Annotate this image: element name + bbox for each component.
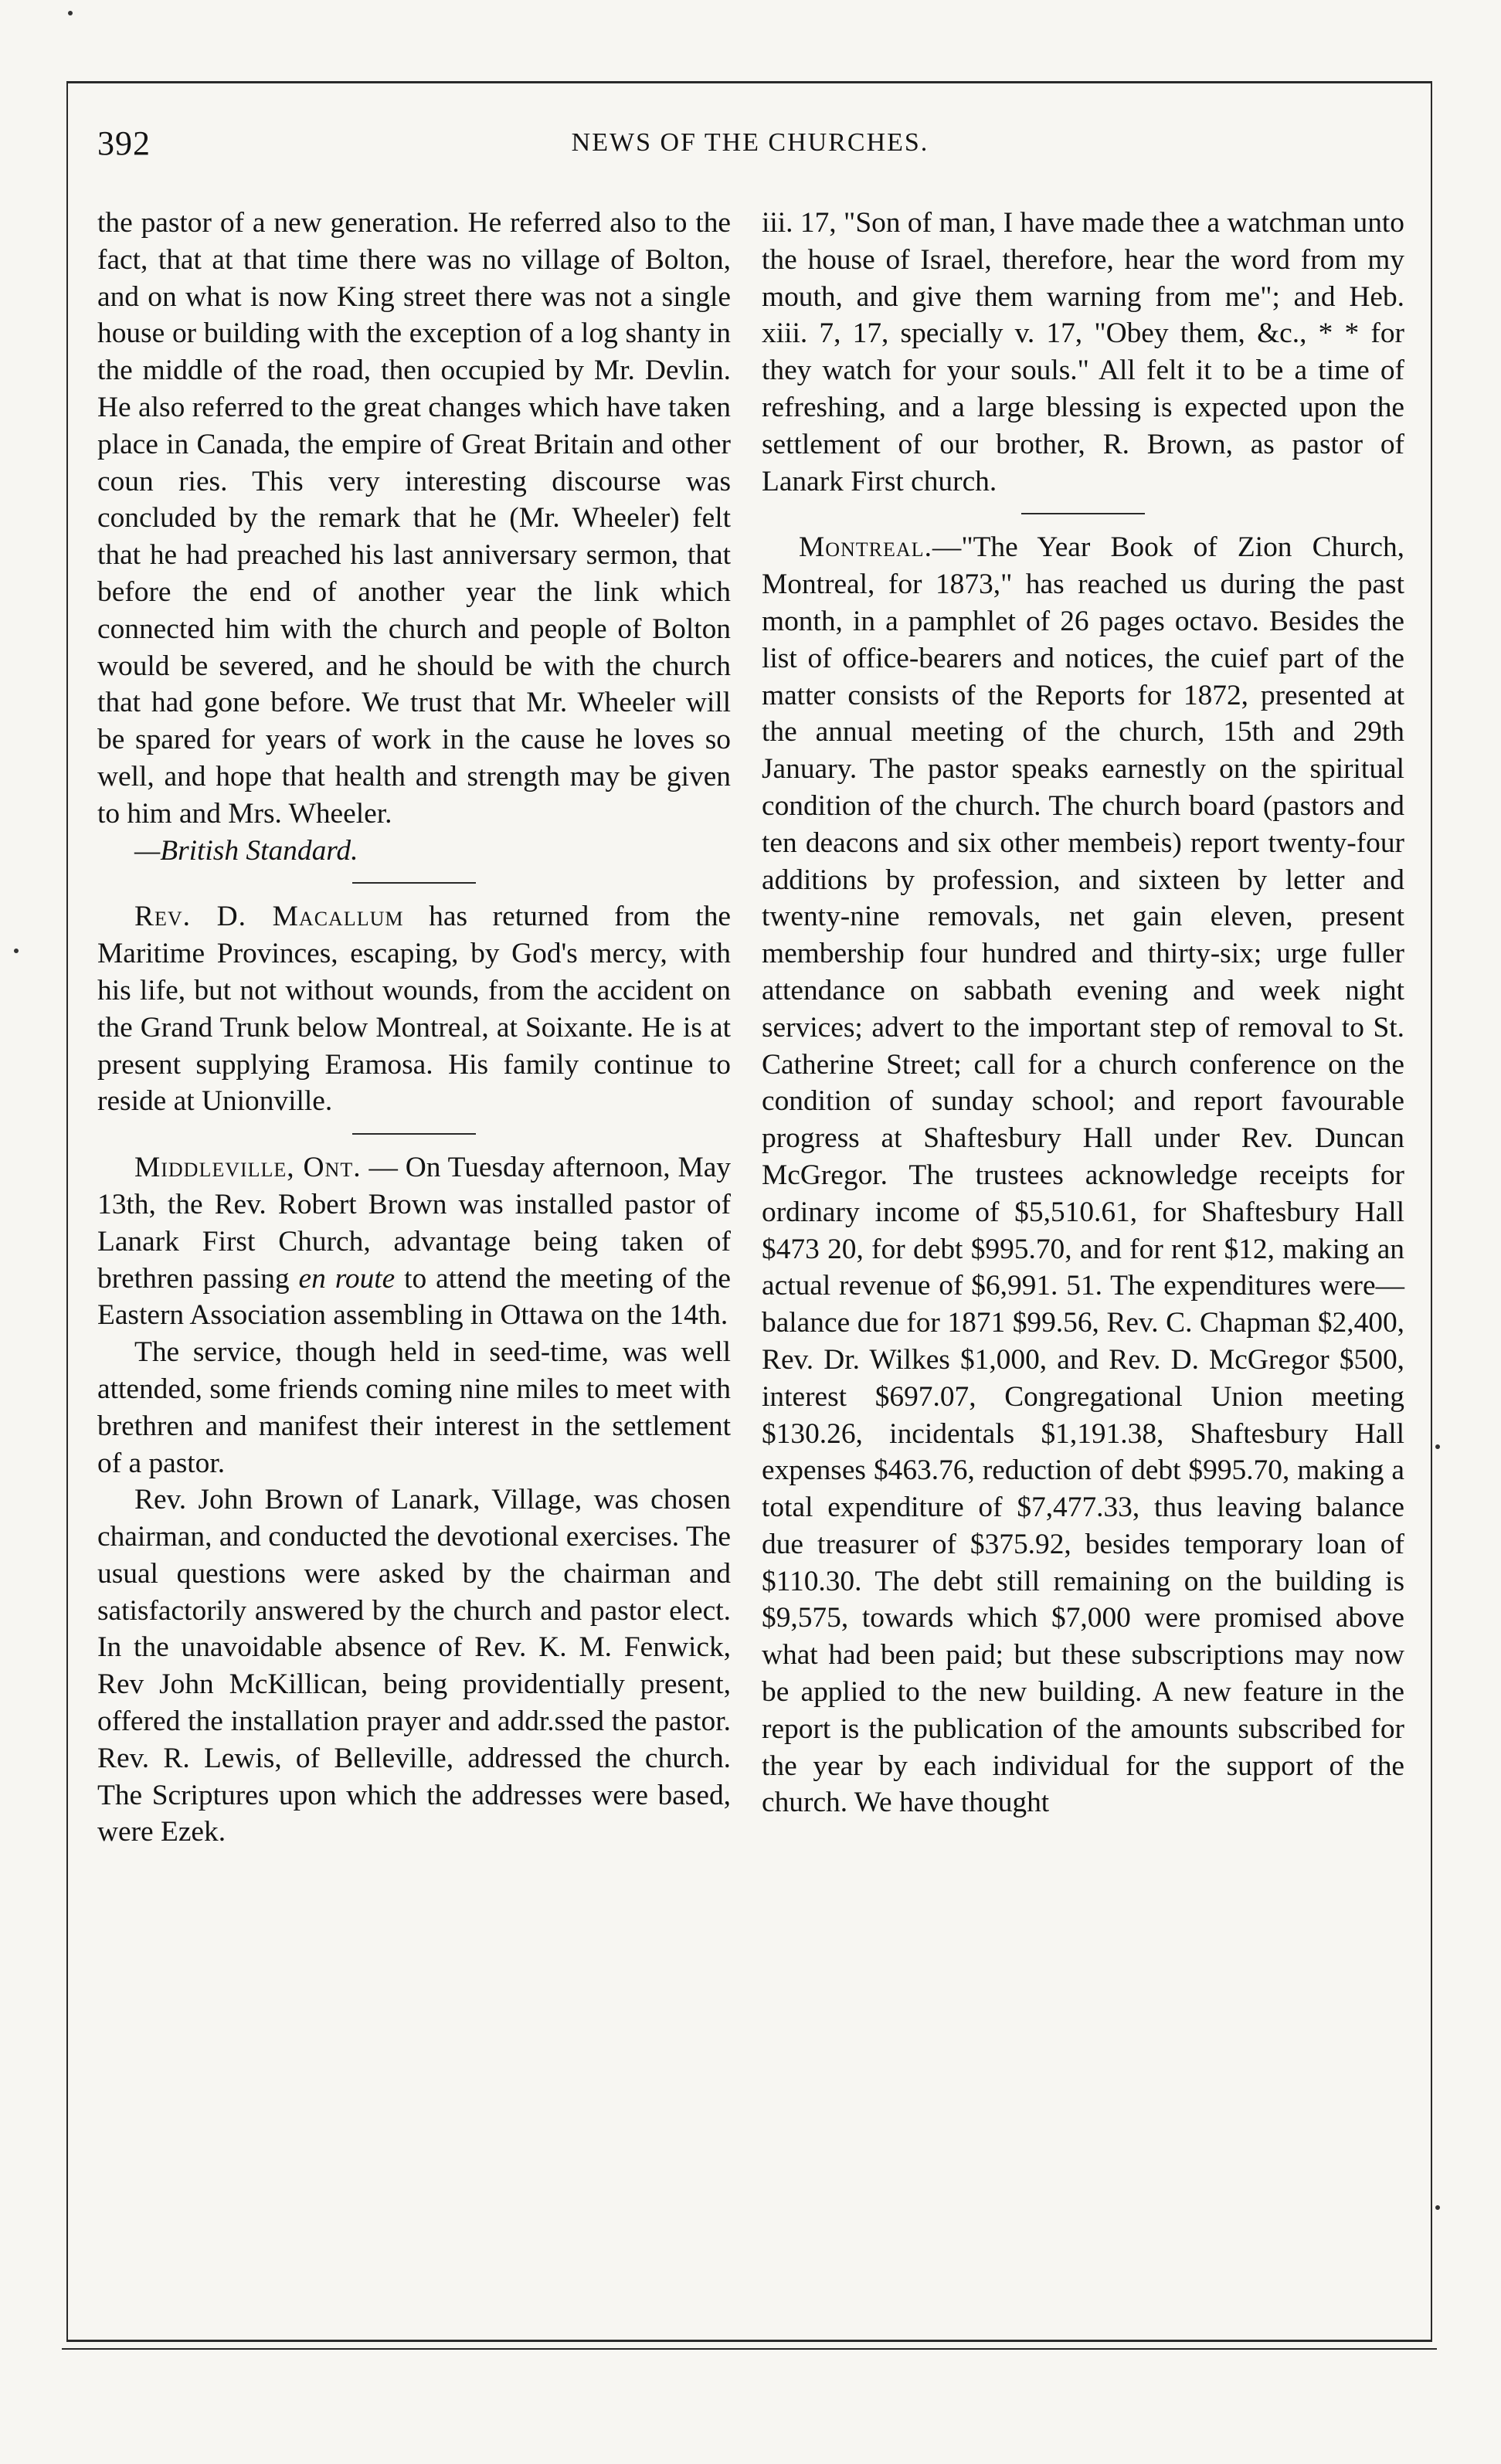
article-continuation bbox=[97, 205, 731, 869]
bottom-rule bbox=[62, 2348, 1437, 2350]
section-divider bbox=[1021, 513, 1145, 514]
paragraph-text: the pastor of a new generation. He referred also to the fact, that at that time there was no village of Bolton, and on what is now King street there was not a single house or building with the exception of a log shanty in the middle of the road, then occupied by Mr. Devlin. He also referred to the great changes which have taken place in Canada, the empire of Great Britain and other coun ries. This very interesting discourse was concluded by the remark that he (Mr. Wheeler) felt that he had preached his last anniversary sermon, that before the end of another year the link which connected him with the church and people of Bolton would be severed, and he should be with the church that had gone before. We trust that Mr. Wheeler will be spared for years of work in the cause he loves so well, and hope that health and strength may be given to him and Mrs. Wheeler. bbox=[97, 207, 731, 830]
paragraph: iii. 17, "Son of man, I have made thee a watchman unto the house of Israel, therefore, hear the word from my mouth, and give them warning from me"; and Heb. xiii. 7, 17, specially v. 17, "Obey them, &c., * * for they watch for your souls." All felt it to be a time of refreshing, and a large blessing is expected upon the settlement of our brother, R. Brown, as pastor of Lanark First church. bbox=[762, 207, 1404, 497]
news-item-montreal bbox=[762, 529, 1404, 1821]
source-attribution: —British Standard. bbox=[134, 834, 358, 867]
italic-phrase: en route bbox=[298, 1262, 396, 1295]
item-lead: Montreal. bbox=[799, 531, 932, 564]
paragraph-text: —"The Year Book of Zion Church, Montreal, for 1873," has reached us during the past month, in a pamphlet of 26 pages octavo. Besides the list of office-bearers and notices, the cuief part of the matter consists of the Reports for 1872, presented at the annual meeting of the church, 15th and 29th January. The pastor speaks earnestly on the spiritual condition of the church. The church board (pastors and ten deacons and six other membeis) report twenty-four additions by profession, and sixteen by letter and twenty-nine removals, net gain eleven, present membership four hundred and thirty-six; urge fuller attendance on sabbath evening and week night services; advert to the important step of removal to St. Catherine Street; call for a church conference on the condition of sunday school; and report favourable progress at Shaftesbury Hall under Rev. Duncan McGregor. The trustees acknowledge receipts for ordinary income of $5,510.61, for Shaftesbury Hall $473 20, for debt $995.70, and for rent $12, making an actual revenue of $6,991. 51. The expenditures were—balance due for 1871 $99.56, Rev. C. Chapman $2,400, Rev. Dr. Wilkes $1,000, and Rev. D. McGregor $500, interest $697.07, Congregational Union meeting $130.26, incidentals $1,191.38, Shaftesbury Hall expenses $463.76, reduction of debt $995.70, making a total expenditure of $7,477.33, thus leaving balance due treasurer of $375.92, besides temporary loan of $110.30. The debt still remaining on the building is $9,575, towards which $7,000 were promised above what had been paid; but these subscriptions may now be applied to the new building. A new feature in the report is the publication of the amounts subscribed for the year by each individual for the support of the church. We have thought bbox=[762, 531, 1404, 1819]
paragraph-text: to attend the meeting of the Eastern Association assembling in Ottawa on the 14th. bbox=[97, 1262, 732, 1332]
margin-speck bbox=[1435, 1444, 1440, 1449]
margin-speck bbox=[14, 949, 19, 953]
paragraph-text: — On Tuesday afternoon, May 13th, the Rev. Robert Brown was installed pastor of Lanark First Church, advantage being taken of brethren passing bbox=[97, 1152, 731, 1295]
paragraph: The service, though held in seed-time, was well attended, some friends coming nine miles to meet with brethren and manifest their interest in the settlement of a pastor. bbox=[97, 1336, 731, 1479]
paragraph-text: has returned from the Maritime Provinces, escaping, by God's mercy, with his life, but not without wounds, from the accident on the Grand Trunk below Montreal, at Soixante. He is at present supplying Eramosa. His family continue to reside at Unionville. bbox=[97, 901, 731, 1118]
margin-speck bbox=[1435, 2205, 1440, 2210]
item-lead: Rev. D. Macallum bbox=[134, 901, 404, 933]
paragraph: Rev. John Brown of Lanark, Village, was chosen chairman, and conducted the devotional exercises. The usual questions were asked by the chairman and satisfactorily answered by the church and pastor elect. In the unavoidable absence of Rev. K. M. Fenwick, Rev John McKillican, being providentially present, offered the installation prayer and addr.ssed the pastor. Rev. R. Lewis, of Belleville, addressed the church. The Scriptures upon which the addresses were based, were Ezek. bbox=[97, 1484, 731, 1848]
news-item-macallum bbox=[97, 898, 731, 1120]
left-column bbox=[97, 205, 731, 1851]
item-lead: Middleville, Ont. bbox=[134, 1152, 362, 1184]
news-item-middleville bbox=[97, 1149, 731, 1334]
right-column bbox=[762, 205, 1404, 1821]
margin-speck bbox=[68, 11, 73, 15]
page-header bbox=[97, 124, 1403, 170]
running-title: NEWS OF THE CHURCHES. bbox=[571, 128, 929, 157]
section-divider bbox=[352, 882, 476, 884]
page-number: 392 bbox=[97, 124, 151, 162]
section-divider bbox=[352, 1133, 476, 1135]
